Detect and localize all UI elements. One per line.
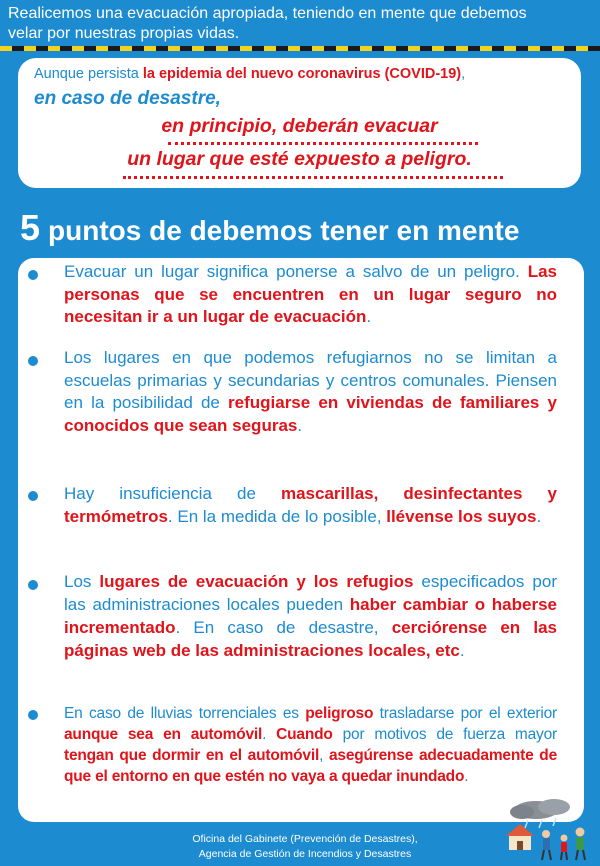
intro-line-1-post: , bbox=[461, 66, 466, 82]
point-5-highlight-1: peligroso bbox=[305, 705, 374, 722]
point-4-highlight-1: lugares de evacuación y los refugios bbox=[99, 572, 414, 591]
point-5-highlight-3: Cuando bbox=[276, 726, 333, 743]
point-3-highlight-2: llévense los suyos bbox=[386, 506, 537, 526]
footer-line-1: Oficina del Gabinete (Prevención de Desastres), bbox=[192, 833, 418, 845]
point-5-text-6: . bbox=[464, 768, 469, 785]
dotted-underline-1 bbox=[168, 142, 478, 145]
footer bbox=[150, 832, 460, 862]
point-1-text-2: . bbox=[366, 307, 372, 326]
point-4-text-1: Los bbox=[64, 572, 100, 591]
point-4-highlight-3: cerciórense en las páginas web de las administraciones locales, etc bbox=[64, 618, 557, 660]
title-text: puntos de debemos tener en mente bbox=[48, 215, 520, 246]
point-text bbox=[64, 703, 557, 787]
point-1-text-1: Evacuar un lugar significa ponerse a salvo de un peligro. bbox=[64, 262, 528, 281]
bullet-dot bbox=[28, 491, 38, 501]
intro-line-3: en principio, deberán evacuar bbox=[161, 115, 438, 137]
point-4-text-2: especificados por las administraciones locales pueden bbox=[64, 572, 557, 614]
point-text bbox=[64, 570, 557, 662]
points-panel bbox=[18, 258, 584, 822]
point-3-highlight-1: mascarillas, desinfectantes y termómetros bbox=[64, 484, 557, 526]
bullet-dot bbox=[28, 270, 38, 280]
point-5-text-1: En caso de lluvias torrenciales es bbox=[64, 705, 306, 722]
point-2-highlight-1: refugiarse en viviendas de familiares y conocidos que sean seguras bbox=[64, 393, 557, 435]
point-5-text-4: por motivos de fuerza mayor bbox=[332, 726, 557, 743]
point-5-highlight-4: tengan que dormir en el automóvil bbox=[64, 747, 320, 764]
header-line-2: velar por nuestras propias vidas. bbox=[8, 25, 240, 42]
point-5-text-2: trasladarse por el exterior bbox=[373, 705, 557, 722]
point-text bbox=[64, 347, 557, 437]
intro-highlight: la epidemia del nuevo coronavirus (COVID-19) bbox=[142, 66, 462, 82]
title-number: 5 bbox=[20, 207, 41, 248]
intro-line-1 bbox=[34, 66, 465, 82]
footer-line-2: Agencia de Gestión de Incendios y Desastres bbox=[198, 848, 412, 860]
point-3-text-2: . En la medida de lo posible, bbox=[167, 506, 387, 526]
intro-line-1-pre: Aunque persista bbox=[34, 66, 143, 82]
section-title bbox=[20, 207, 519, 249]
point-5-highlight-5: asegúrense adecuadamente de que el entorno en que estén no vaya a quedar inundado bbox=[64, 747, 557, 785]
dotted-underline-2 bbox=[123, 176, 503, 179]
point-4-text-3: . En caso de desastre, bbox=[175, 618, 392, 637]
bullet-dot bbox=[28, 356, 38, 366]
header-line-1: Realicemos una evacuación apropiada, teniendo en mente que debemos bbox=[8, 5, 527, 22]
point-2-text-1: Los lugares en que podemos refugiarnos no se limitan a escuelas primarias y secundarias y centros comunales. Piensen en la posibilidad de bbox=[64, 348, 557, 412]
point-3-text-1: Hay insuficiencia de bbox=[64, 484, 281, 503]
bullet-dot bbox=[28, 710, 38, 720]
point-4-highlight-2: haber cambiar o haberse incrementado bbox=[64, 595, 557, 637]
evacuation-illustration-icon bbox=[498, 798, 598, 864]
header-text bbox=[8, 4, 593, 44]
point-5-text-3: . bbox=[262, 726, 277, 743]
point-3-text-3: . bbox=[536, 506, 542, 526]
point-text bbox=[64, 261, 557, 329]
intro-line-2: en caso de desastre, bbox=[34, 88, 221, 109]
bullet-dot bbox=[28, 580, 38, 590]
intro-box bbox=[18, 58, 581, 188]
point-text bbox=[64, 483, 557, 528]
intro-line-4: un lugar que esté expuesto a peligro. bbox=[127, 148, 472, 170]
point-1-highlight-1: Las personas que se encuentren en un lugar seguro no necesitan ir a un lugar de evacuación bbox=[64, 262, 557, 326]
point-2-text-2: . bbox=[297, 415, 303, 435]
point-5-text-5: , bbox=[319, 747, 329, 764]
point-5-highlight-2: aunque sea en automóvil bbox=[64, 726, 263, 743]
point-4-text-4: . bbox=[459, 641, 465, 660]
hazard-stripe bbox=[0, 46, 600, 51]
